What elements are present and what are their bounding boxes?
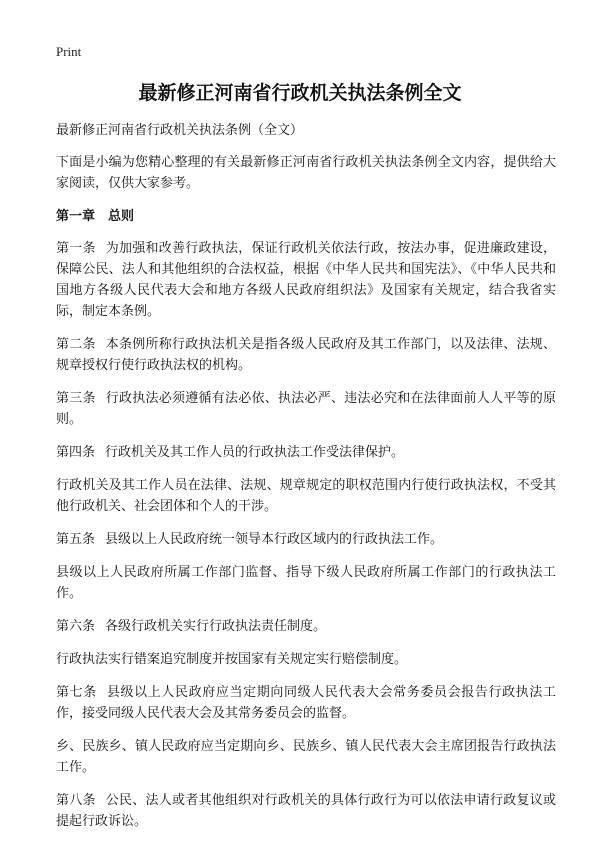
article-text: 行政执法必须遵循有法必依、执法必严、违法必究和在法律面前人人平等的原则。: [56, 391, 556, 427]
article-7-clause: [56, 736, 556, 778]
article-label: 第一条: [56, 241, 96, 256]
document-subtitle: 最新修正河南省行政机关执法条例（全文）: [56, 123, 304, 138]
article-2: [56, 334, 556, 376]
article-text: 为加强和改善行政执法，保证行政机关依法行政，按法办事，促进廉政建设，保障公民、法人和其他组织的合法权益，根据《中华人民共和国宪法》、《中华人民共和国地方各级人民代表大会和地方各级人民政府组织法》及国家有关规定，结合我省实际，制定本条例。: [56, 241, 556, 319]
article-6: [56, 616, 556, 637]
article-text: 乡、民族乡、镇人民政府应当定期向乡、民族乡、镇人民代表大会主席团报告行政执法工作。: [56, 739, 556, 775]
article-text: 行政机关及其工作人员在法律、法规、规章规定的职权范围内行使行政执法权，不受其他行政机关、社会团体和个人的干涉。: [56, 478, 556, 514]
intro-paragraph: 下面是小编为您精心整理的有关最新修正河南省行政机关执法条例全文内容，提供给大家阅读，仅供大家参考。: [56, 155, 556, 191]
article-text: 县级以上人民政府应当定期向同级人民代表大会常务委员会报告行政执法工作，接受同级人民代表大会及其常务委员会的监督。: [56, 685, 556, 721]
print-link[interactable]: Print: [56, 44, 82, 59]
article-label: 第四条: [56, 445, 96, 460]
article-3: [56, 388, 556, 430]
article-text: 行政执法实行错案追究制度并按国家有关规定实行赔偿制度。: [56, 652, 408, 667]
article-text: 行政机关及其工作人员的行政执法工作受法律保护。: [105, 445, 405, 460]
article-text: 各级行政机关实行行政执法责任制度。: [105, 619, 327, 634]
article-text: 公民、法人或者其他组织对行政机关的具体行政行为可以依法申请行政复议或提起行政诉讼。: [56, 793, 556, 829]
document-body: [56, 120, 556, 844]
article-label: 第二条: [56, 337, 96, 352]
article-text: 县级以上人民政府统一领导本行政区域内的行政执法工作。: [105, 532, 444, 547]
article-5: [56, 529, 556, 550]
article-text: 本条例所称行政执法机关是指各级人民政府及其工作部门，以及法律、法规、规章授权行使行政执法权的机构。: [56, 337, 556, 373]
article-label: 第三条: [56, 391, 96, 406]
article-5-clause: [56, 562, 556, 604]
article-text: 县级以上人民政府所属工作部门监督、指导下级人民政府所属工作部门的行政执法工作。: [56, 565, 556, 601]
article-label: 第七条: [56, 685, 97, 700]
document-title: 最新修正河南省行政机关执法条例全文: [138, 82, 462, 104]
article-4: [56, 442, 556, 463]
chapter-heading: 第一章 总则: [56, 209, 135, 224]
article-8: [56, 790, 556, 832]
article-1: [56, 238, 556, 322]
article-6-clause: [56, 649, 556, 670]
article-label: 第六条: [56, 619, 96, 634]
article-label: 第五条: [56, 532, 96, 547]
article-7: [56, 682, 556, 724]
article-4-clause: [56, 475, 556, 517]
article-label: 第八条: [56, 793, 96, 808]
